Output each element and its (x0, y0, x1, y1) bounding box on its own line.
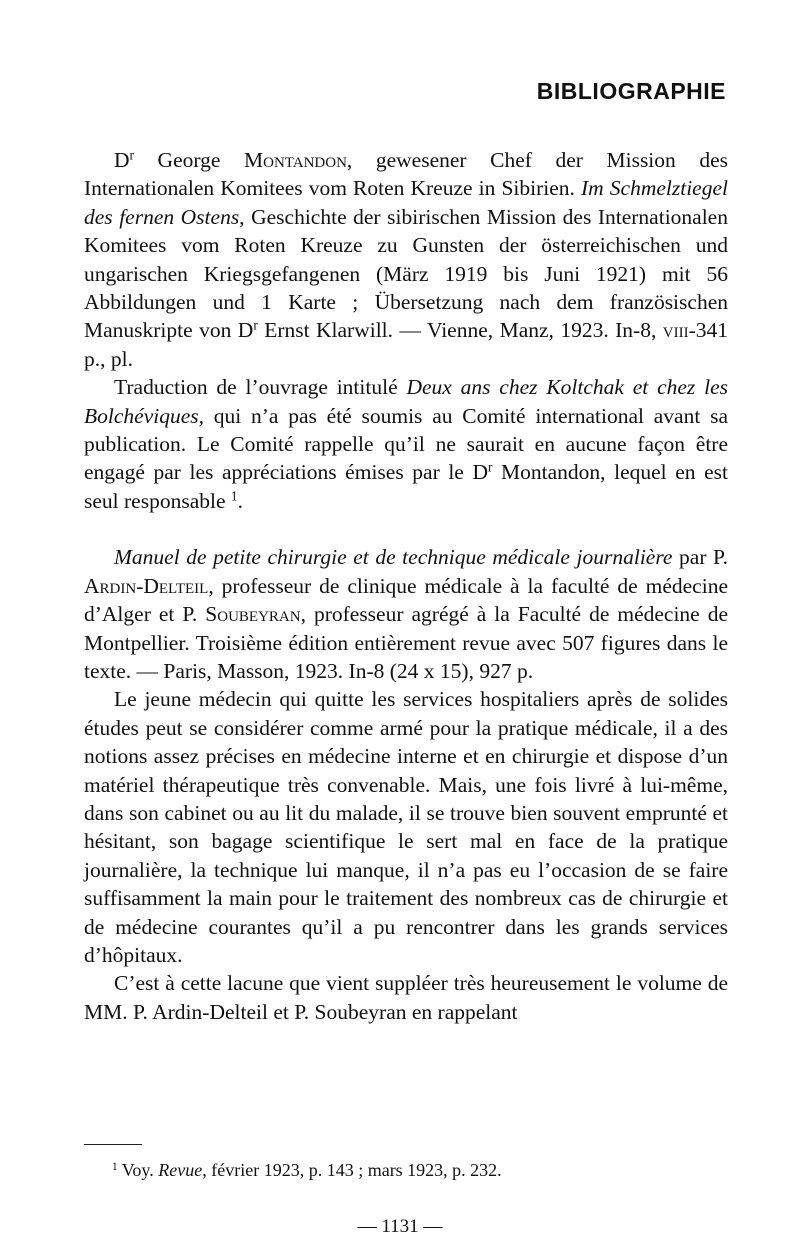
footnote-ref[interactable]: 1 (230, 488, 238, 504)
entry1-review-end: Montandon, lequel en est seul responsable (84, 460, 728, 513)
entry1-dr-sup: r (129, 147, 134, 163)
entry1-author-first: George (157, 148, 221, 172)
entry1-desc: , gewesener Chef der Mission des Internationalen Komitees vom Roten Kreuze in Sibirien. (84, 148, 728, 201)
entry1-pages-roman: viii (662, 318, 689, 343)
page-body (84, 146, 728, 1026)
entry1-review-mid: qui n’a pas été soumis au Comité international avant sa publication. Le Comité rappelle qu’il ne saurait en aucune façon être engagé par les appréciations émises par le (84, 403, 728, 485)
footnote-text: , février 1923, p. 143 ; mars 1923, p. 232. (202, 1160, 502, 1180)
entry1-review-dr: D (472, 460, 488, 485)
entry1-review (84, 373, 728, 515)
page-number: — 1131 — (357, 1216, 443, 1237)
entry1-review-period: . (237, 488, 243, 513)
entry2-mid1: , professeur de clinique médicale à la faculté de médecine d’Alger et P. (84, 573, 728, 627)
footnote-journal: Revue (158, 1160, 203, 1180)
entry1-pages-rest: -341 p., pl. (84, 318, 728, 371)
entry1-translator: Ernst Klarwill. — Vienne, Manz, 1923. In-8, (257, 318, 663, 343)
entry1-review-title: Deux ans chez Koltchak et chez les Bolchéviques, (84, 375, 729, 428)
footnote-prefix: Voy. (117, 1160, 159, 1180)
entry2-paragraph-3: C’est à cette lacune que vient suppléer très heureusement le volume de MM. P. Ardin-Delteil et P. Soubeyran en rappelant (84, 971, 728, 1024)
entry1-rest: Geschichte der sibirischen Mission des Internationalen Komitees vom Roten Kreuze zu Gunsten der österreichischen und ungarischen Kriegsgefangenen (März 1919 bis Juni 1921) mit 56 Abbildungen und 1 Karte ; Übersetzung nach dem französischen Manuskripte von (84, 204, 728, 343)
footnote (112, 1160, 502, 1181)
entry2-citation (84, 543, 728, 685)
footnote-rule (84, 1144, 142, 1145)
entry1-title: Im Schmelztiegel des fernen Ostens, (84, 176, 728, 229)
entry2-title: Manuel de petite chirurgie et de technique médicale journalière (114, 545, 673, 570)
entry2-mid2: , professeur agrégé à la Faculté de médecine de Montpellier. Troisième édition entièrement revue avec 507 figures dans le texte. — Paris, Masson, 1923. In-8 (24 x 15), 927 p. (84, 602, 728, 683)
entry1-translator-sup: r (253, 318, 258, 334)
entry2-author2: Soubeyran (205, 602, 301, 627)
entry1-author-last: Montandon (244, 148, 347, 172)
entry1-review-start: Traduction de l’ouvrage intitulé (114, 375, 407, 400)
entry1-citation (84, 146, 728, 373)
entry1-dr: D (114, 148, 130, 172)
entry2-author1: Ardin-Delteil (84, 573, 209, 598)
footnote-mark: 1 (112, 1160, 118, 1173)
running-header: BIBLIOGRAPHIE (536, 78, 726, 104)
entry1-review-sup: r (487, 460, 493, 476)
entry2-paragraph-2: Le jeune médecin qui quitte les services hospitaliers après de solides études peut se considérer comme armé pour la pratique médicale, il a des notions assez précises en médecine interne et en chirurgie et dispose d’un matériel thérapeutique très convenable. Mais, une fois livré à lui-même, dans son cabinet ou au lit du malade, il se trouve bien souvent emprunté et hésitant, son bagage scientifique le sert mal en face de la pratique journalière, la technique lui manque, il n’a pas eu l’occasion de se faire suffisamment la main pour le traitement des nombreux cas de chirurgie et de médecine courantes qu’il a pu rencontrer dans les grands services d’hôpitaux. (84, 687, 728, 967)
entry1-translator-dr: D (237, 318, 254, 343)
entry2-par: par P. (672, 545, 728, 570)
